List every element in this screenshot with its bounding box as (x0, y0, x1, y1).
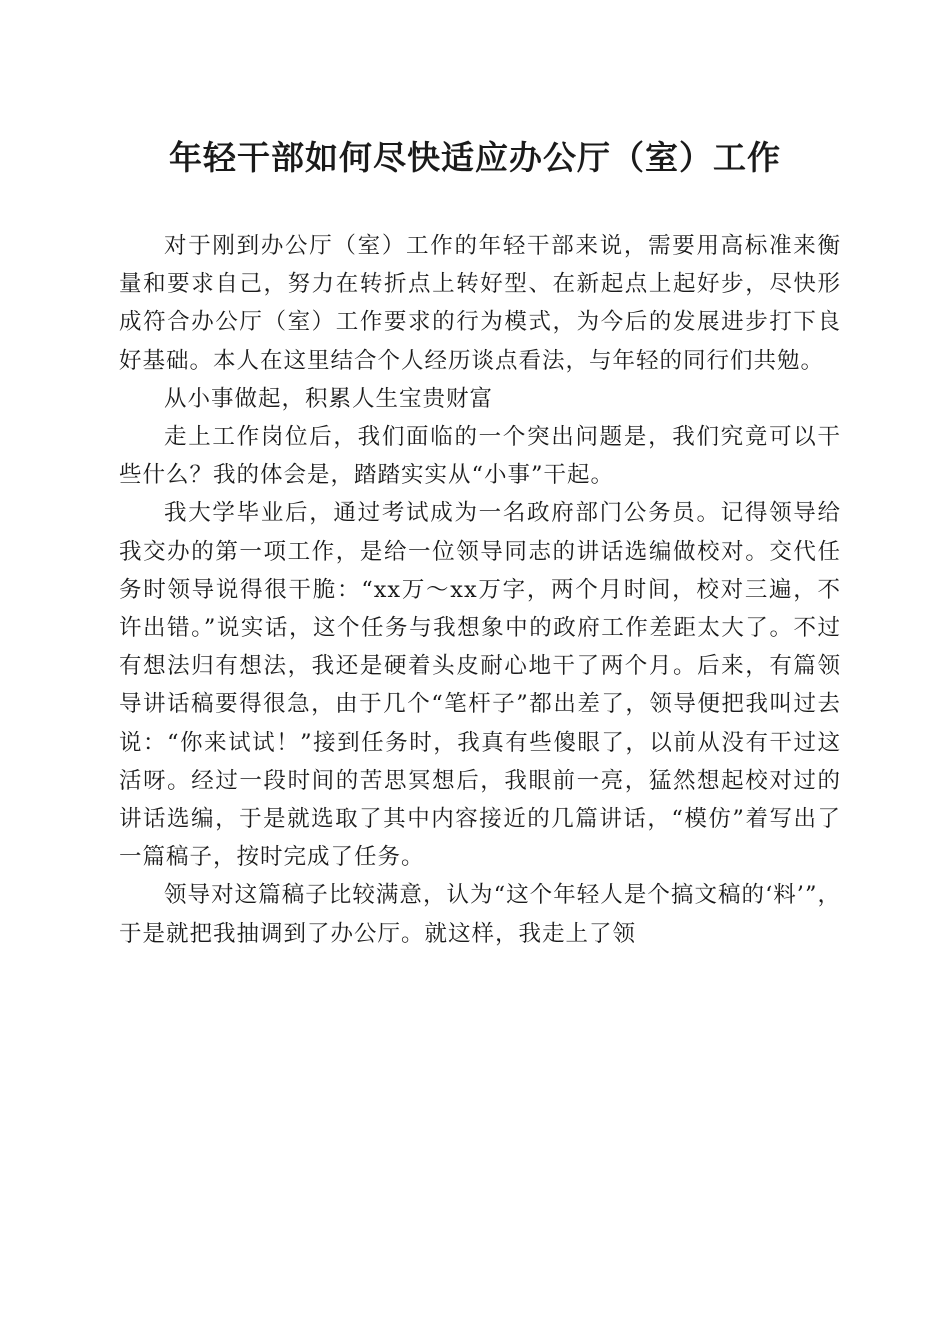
paragraph-result: 领导对这篇稿子比较满意，认为“这个年轻人是个搞文稿的‘料’”，于是就把我抽调到了办公厅。就这样，我走上了领 (119, 882, 841, 947)
paragraph-question: 走上工作岗位后，我们面临的一个突出问题是，我们究竟可以干些什么？我的体会是，踏踏实实从“小事”干起。 (119, 424, 841, 489)
paragraph-intro: 对于刚到办公厅（室）工作的年轻干部来说，需要用高标准来衡量和要求自己，努力在转折点上转好型、在新起点上起好步，尽快形成符合办公厅（室）工作要求的行为模式，为今后的发展进步打下良好基础。本人在这里结合个人经历谈点看法，与年轻的同行们共勉。 (119, 233, 841, 374)
document-body (119, 227, 841, 953)
document-title: 年轻干部如何尽快适应办公厅（室）工作 (169, 138, 781, 177)
paragraph-experience: 我大学毕业后，通过考试成为一名政府部门公务员。记得领导给我交办的第一项工作，是给一位领导同志的讲话选编做校对。交代任务时领导说得很干脆：“xx万～xx万字，两个月时间，校对三遍，不许出错。”说实话，这个任务与我想象中的政府工作差距太大了。不过有想法归有想法，我还是硬着头皮耐心地干了两个月。后来，有篇领导讲话稿要得很急，由于几个“笔杆子”都出差了，领导便把我叫过去说：“你来试试！”接到任务时，我真有些傻眼了，以前从没有干过这活呀。经过一段时间的苦思冥想后，我眼前一亮，猛然想起校对过的讲话选编，于是就选取了其中内容接近的几篇讲话，“模仿”着写出了一篇稿子，按时完成了任务。 (119, 500, 841, 871)
section-heading: 从小事做起，积累人生宝贵财富 (164, 385, 494, 412)
